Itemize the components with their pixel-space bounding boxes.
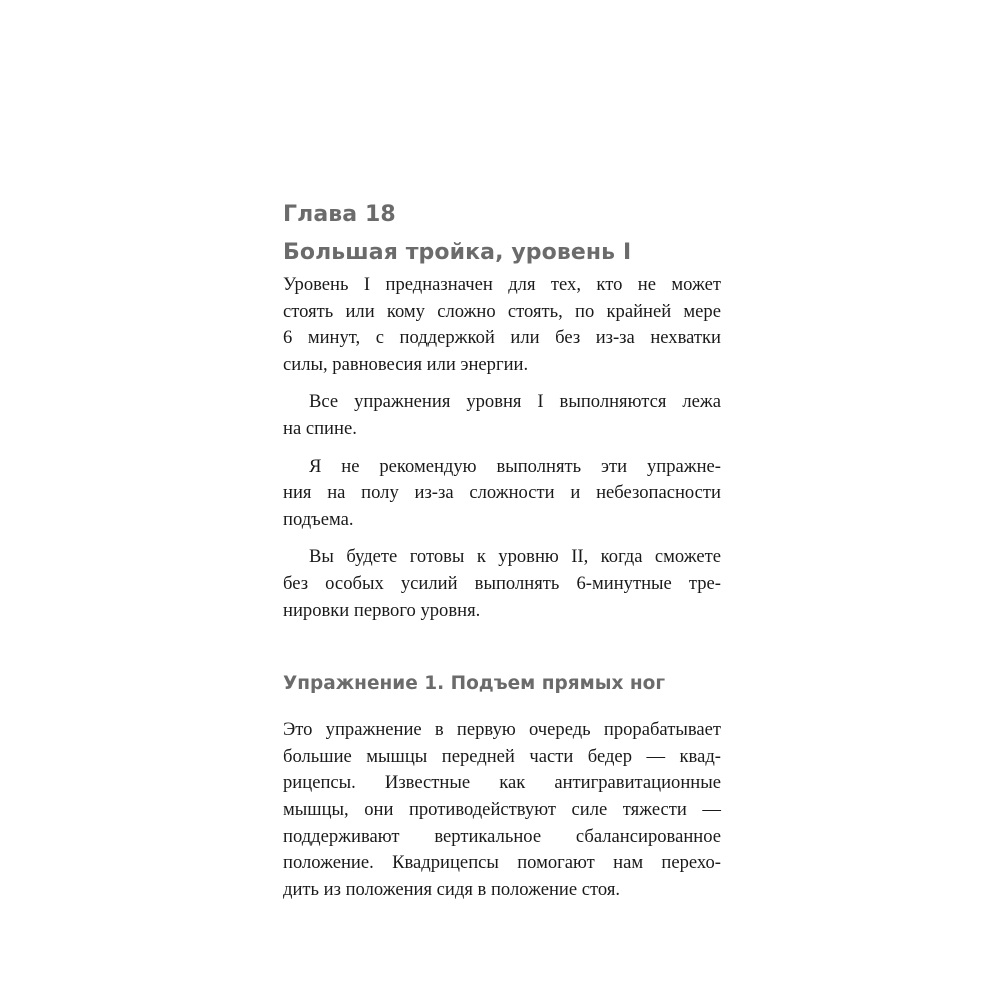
text-line: большие мышцы передней части бедер — квад- — [283, 745, 721, 767]
intro-section — [283, 272, 721, 624]
text-line: нировки первого уровня. — [283, 599, 481, 621]
text-line: ния на полу из-за сложности и небезопасности — [283, 482, 721, 504]
text-line: стоять или кому сложно стоять, по крайней мере — [283, 300, 721, 322]
text-line: силы, равновесия или энергии. — [283, 353, 529, 375]
text-line: положение. Квадрицепсы помогают нам перехо- — [283, 852, 721, 874]
paragraph — [283, 454, 721, 534]
book-page — [283, 196, 721, 914]
text-line: Уровень I предназначен для тех, кто не может — [283, 274, 721, 295]
text-line: 6 минут, с поддержкой или без из-за нехватки — [283, 327, 721, 349]
text-line: Это упражнение в первую очередь прорабатывает — [283, 719, 721, 741]
chapter-title: Большая тройка, уровень I — [283, 240, 632, 265]
text-line: Вы будете готовы к уровню II, когда сможете — [309, 546, 721, 568]
text-line: без особых усилий выполнять 6-минутные тре- — [283, 572, 721, 594]
text-line: подъема. — [283, 508, 354, 530]
paragraph — [283, 272, 721, 378]
text-line: рицепсы. Известные как антигравитационные — [283, 772, 721, 794]
paragraph — [283, 717, 721, 903]
paragraph — [283, 544, 721, 624]
text-line: Я не рекомендую выполнять эти упражне- — [309, 455, 721, 477]
chapter-heading — [283, 196, 721, 272]
exercise-section — [283, 717, 721, 903]
text-line: мышцы, они противодействуют силе тяжести — — [283, 798, 721, 820]
paragraph — [283, 389, 721, 442]
text-line: дить из положения сидя в положение стоя. — [283, 878, 621, 900]
chapter-number: Глава 18 — [283, 202, 396, 227]
text-line: Все упражнения уровня I выполняются лежа — [309, 391, 721, 413]
text-line: на спине. — [283, 417, 357, 439]
exercise-heading: Упражнение 1. Подъем прямых ног — [283, 673, 666, 695]
text-line: поддерживают вертикальное сбалансированное — [283, 825, 721, 847]
